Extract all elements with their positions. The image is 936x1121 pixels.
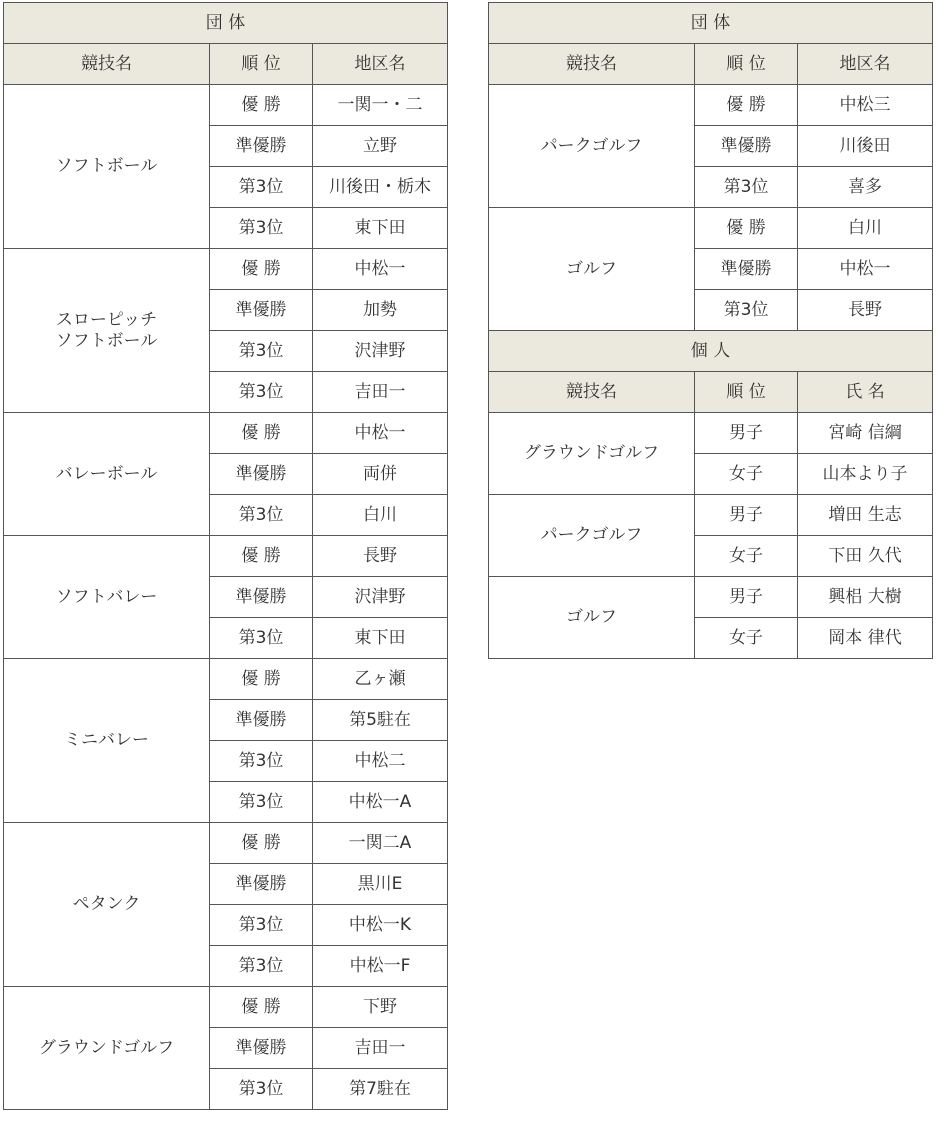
district-cell: 黒川E xyxy=(313,864,448,905)
rank-cell: 準優勝 xyxy=(210,864,313,905)
rank-cell: 女子 xyxy=(695,536,798,577)
header-row xyxy=(489,372,933,413)
district-cell: 中松三 xyxy=(798,85,933,126)
section-title: 団 体 xyxy=(4,3,448,44)
table-row xyxy=(489,413,933,454)
event-name: ソフトボール xyxy=(55,330,158,351)
rank-cell: 第3位 xyxy=(210,372,313,413)
table-row xyxy=(489,495,933,536)
district-cell: 第5駐在 xyxy=(313,700,448,741)
table-row xyxy=(4,249,448,290)
team-results-table-left xyxy=(3,2,448,1110)
event-name-cell xyxy=(489,413,695,495)
section-title: 団 体 xyxy=(489,3,933,44)
table-row xyxy=(489,208,933,249)
rank-cell: 第3位 xyxy=(210,782,313,823)
rank-cell: 男子 xyxy=(695,495,798,536)
event-name-cell xyxy=(4,659,210,823)
rank-cell: 準優勝 xyxy=(210,1028,313,1069)
event-name-cell xyxy=(4,413,210,536)
district-cell: 興梠 大樹 xyxy=(798,577,933,618)
district-cell: 長野 xyxy=(313,536,448,577)
event-name: スローピッチ xyxy=(55,310,158,331)
district-cell: 宮崎 信綱 xyxy=(798,413,933,454)
district-cell: 一関二A xyxy=(313,823,448,864)
rank-cell: 優 勝 xyxy=(210,413,313,454)
district-cell: 川後田 xyxy=(798,126,933,167)
table-row xyxy=(489,577,933,618)
district-cell: 山本より子 xyxy=(798,454,933,495)
event-name-cell xyxy=(4,249,210,413)
district-cell: 東下田 xyxy=(313,618,448,659)
results-table-right xyxy=(488,2,933,659)
section-title-row xyxy=(489,3,933,44)
district-cell: 長野 xyxy=(798,290,933,331)
rank-cell: 第3位 xyxy=(210,167,313,208)
district-cell: 中松一 xyxy=(313,413,448,454)
table-row xyxy=(4,85,448,126)
district-cell: 中松一 xyxy=(798,249,933,290)
event-name-cell xyxy=(4,987,210,1110)
event-name: ゴルフ xyxy=(566,607,617,628)
district-cell: 両併 xyxy=(313,454,448,495)
event-name-cell xyxy=(489,208,695,331)
district-cell: 加勢 xyxy=(313,290,448,331)
header-row xyxy=(489,44,933,85)
district-cell: 中松一F xyxy=(313,946,448,987)
rank-cell: 第3位 xyxy=(210,331,313,372)
event-name: ソフトバレー xyxy=(55,586,158,607)
rank-cell: 第3位 xyxy=(210,208,313,249)
district-cell: 第7駐在 xyxy=(313,1069,448,1110)
district-cell: 東下田 xyxy=(313,208,448,249)
rank-cell: 準優勝 xyxy=(695,126,798,167)
table-row xyxy=(4,659,448,700)
district-cell: 吉田一 xyxy=(313,1028,448,1069)
rank-cell: 準優勝 xyxy=(210,290,313,331)
event-name: ペタンク xyxy=(72,894,141,915)
district-cell: 中松一A xyxy=(313,782,448,823)
rank-cell: 男子 xyxy=(695,577,798,618)
district-cell: 乙ヶ瀬 xyxy=(313,659,448,700)
header-rank: 順 位 xyxy=(695,372,798,413)
section-title: 個 人 xyxy=(489,331,933,372)
district-cell: 白川 xyxy=(313,495,448,536)
section-title-row xyxy=(489,331,933,372)
rank-cell: 第3位 xyxy=(210,741,313,782)
district-cell: 一関一・二 xyxy=(313,85,448,126)
rank-cell: 優 勝 xyxy=(210,249,313,290)
rank-cell: 第3位 xyxy=(695,290,798,331)
event-name: ゴルフ xyxy=(566,258,617,279)
header-rank: 順 位 xyxy=(210,44,313,85)
header-district: 氏 名 xyxy=(798,372,933,413)
district-cell: 喜多 xyxy=(798,167,933,208)
header-event-name: 競技名 xyxy=(4,44,210,85)
table-row xyxy=(4,823,448,864)
header-rank: 順 位 xyxy=(695,44,798,85)
event-name: ソフトボール xyxy=(55,156,158,177)
event-name-cell xyxy=(489,85,695,208)
district-cell: 中松二 xyxy=(313,741,448,782)
rank-cell: 優 勝 xyxy=(210,85,313,126)
event-name-cell xyxy=(4,85,210,249)
rank-cell: 女子 xyxy=(695,618,798,659)
table-row xyxy=(4,987,448,1028)
district-cell: 増田 生志 xyxy=(798,495,933,536)
rank-cell: 第3位 xyxy=(210,495,313,536)
event-name: バレーボール xyxy=(55,463,158,484)
rank-cell: 女子 xyxy=(695,454,798,495)
event-name-cell xyxy=(489,495,695,577)
header-row xyxy=(4,44,448,85)
rank-cell: 第3位 xyxy=(210,1069,313,1110)
rank-cell: 優 勝 xyxy=(695,208,798,249)
header-event-name: 競技名 xyxy=(489,372,695,413)
district-cell: 岡本 律代 xyxy=(798,618,933,659)
rank-cell: 準優勝 xyxy=(695,249,798,290)
event-name: ミニバレー xyxy=(64,730,149,751)
rank-cell: 準優勝 xyxy=(210,454,313,495)
district-cell: 立野 xyxy=(313,126,448,167)
district-cell: 吉田一 xyxy=(313,372,448,413)
district-cell: 下野 xyxy=(313,987,448,1028)
event-name-cell xyxy=(4,823,210,987)
event-name: パークゴルフ xyxy=(540,525,643,546)
section-title-row xyxy=(4,3,448,44)
event-name: グラウンドゴルフ xyxy=(38,1037,175,1058)
rank-cell: 準優勝 xyxy=(210,700,313,741)
rank-cell: 準優勝 xyxy=(210,577,313,618)
event-name-cell xyxy=(4,536,210,659)
rank-cell: 男子 xyxy=(695,413,798,454)
district-cell: 沢津野 xyxy=(313,331,448,372)
event-name-cell xyxy=(489,577,695,659)
rank-cell: 優 勝 xyxy=(210,536,313,577)
rank-cell: 第3位 xyxy=(210,905,313,946)
table-row xyxy=(4,413,448,454)
header-district: 地区名 xyxy=(313,44,448,85)
district-cell: 白川 xyxy=(798,208,933,249)
district-cell: 川後田・栃木 xyxy=(313,167,448,208)
district-cell: 沢津野 xyxy=(313,577,448,618)
header-district: 地区名 xyxy=(798,44,933,85)
rank-cell: 優 勝 xyxy=(695,85,798,126)
rank-cell: 第3位 xyxy=(695,167,798,208)
district-cell: 中松一K xyxy=(313,905,448,946)
event-name: グラウンドゴルフ xyxy=(523,443,660,464)
rank-cell: 第3位 xyxy=(210,618,313,659)
table-row xyxy=(4,536,448,577)
rank-cell: 優 勝 xyxy=(210,987,313,1028)
rank-cell: 準優勝 xyxy=(210,126,313,167)
district-cell: 中松一 xyxy=(313,249,448,290)
district-cell: 下田 久代 xyxy=(798,536,933,577)
event-name: パークゴルフ xyxy=(540,135,643,156)
rank-cell: 優 勝 xyxy=(210,659,313,700)
rank-cell: 第3位 xyxy=(210,946,313,987)
rank-cell: 優 勝 xyxy=(210,823,313,864)
header-event-name: 競技名 xyxy=(489,44,695,85)
table-row xyxy=(489,85,933,126)
